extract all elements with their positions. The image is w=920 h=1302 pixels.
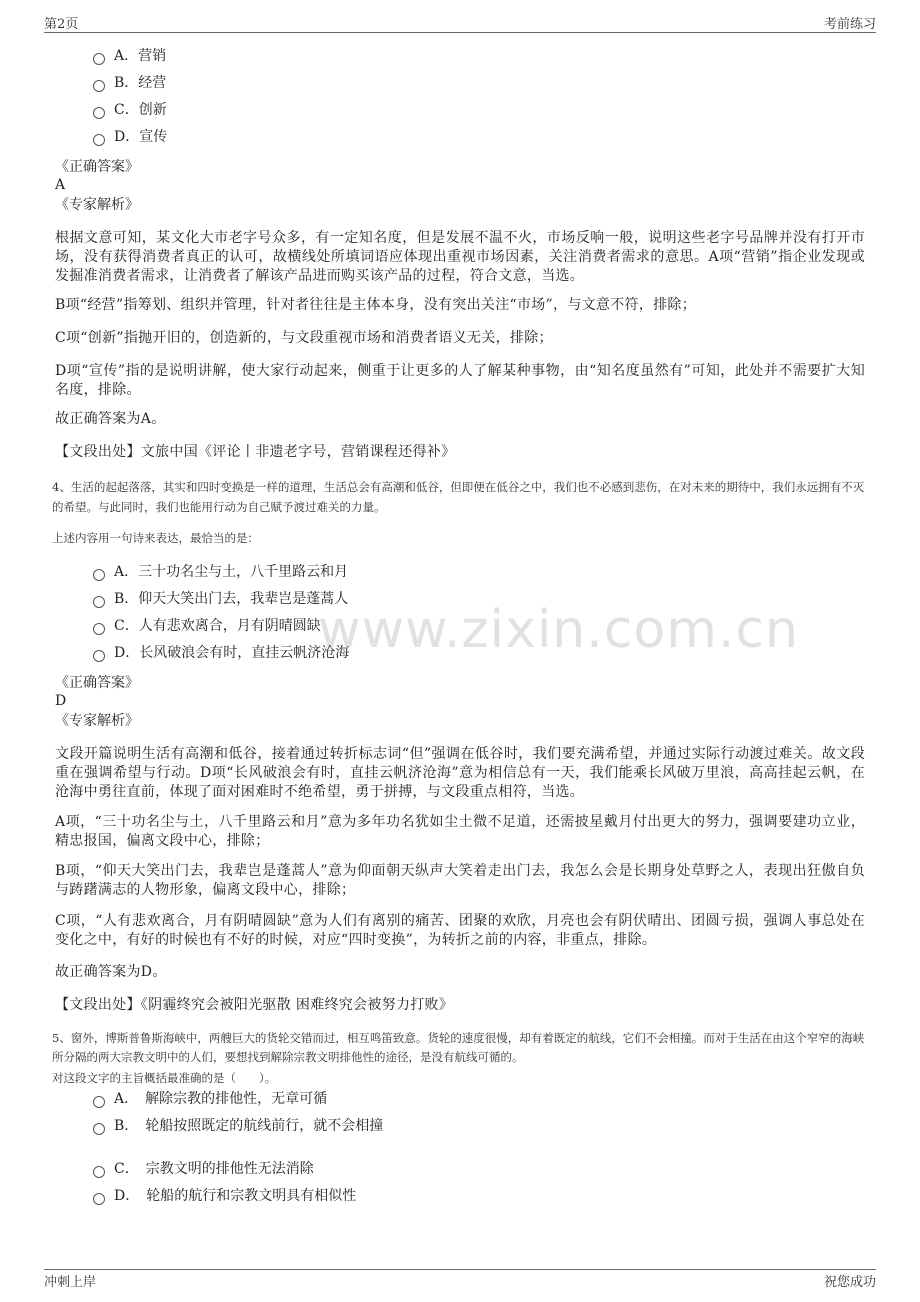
q3-option-a-label: A．营销	[114, 48, 167, 64]
q3-option-c[interactable]	[93, 101, 167, 119]
q5-option-a[interactable]	[93, 1090, 327, 1108]
q3-analysis-paragraph: B项“经营”指筹划、组织并管理，针对者往往是主体本身，没有突出关注“市场”，与文意不符，排除；	[55, 297, 697, 313]
q3-answer-label: 《正确答案》	[55, 159, 139, 175]
q5-question: 对这段文字的主旨概括最准确的是（ ）。	[52, 1071, 277, 1085]
page-footer	[44, 1271, 876, 1290]
header-title: 考前练习	[823, 17, 876, 32]
header-divider	[44, 32, 876, 33]
q4-option-b-label: B．仰天大笑出门去，我辈岂是蓬蒿人	[114, 591, 349, 607]
page-header	[44, 13, 876, 32]
q4-answer: D	[55, 693, 67, 709]
q5-option-d[interactable]	[93, 1187, 356, 1205]
radio-icon[interactable]	[93, 107, 105, 119]
q4-question: 上述内容用一句诗来表达，最恰当的是：	[52, 531, 259, 545]
q4-option-a[interactable]	[93, 563, 348, 581]
q3-option-d[interactable]	[93, 128, 167, 146]
q3-option-b[interactable]	[93, 74, 166, 92]
radio-icon[interactable]	[93, 53, 105, 65]
q3-source: 【文段出处】文旅中国《评论丨非遗老字号，营销课程还得补》	[55, 444, 456, 460]
q4-conclusion: 故正确答案为D。	[55, 964, 167, 980]
footer-left-text: 冲刺上岸	[44, 1275, 97, 1290]
radio-icon[interactable]	[93, 569, 105, 581]
q5-stem: 5、窗外，博斯普鲁斯海峡中，两艘巨大的货轮交错而过，相互鸣笛致意。货轮的速度很慢，却有着既定的航线，它们不会相撞。而对于生活在由这个窄窄的海峡所分隔的两大宗教文明中的人们，要想找到解除宗教文明排他性的途径，是没有航线可循的。	[52, 1031, 865, 1064]
q4-option-c-label: C．人有悲欢离合，月有阴晴圆缺	[114, 618, 321, 634]
page-number: 第2页	[44, 17, 79, 32]
q5-option-c-label: C． 宗教文明的排他性无法消除	[114, 1161, 314, 1177]
radio-icon[interactable]	[93, 1166, 105, 1178]
q5-option-d-label: D． 轮船的航行和宗教文明具有相似性	[114, 1188, 357, 1204]
q4-source: 【文段出处】《阴霾终究会被阳光驱散 困难终究会被努力打败》	[55, 997, 454, 1013]
q3-conclusion: 故正确答案为A。	[55, 411, 166, 427]
q5-option-c[interactable]	[93, 1160, 314, 1178]
q5-option-b-label: B． 轮船按照既定的航线前行，就不会相撞	[114, 1118, 384, 1134]
q5-option-b[interactable]	[93, 1117, 383, 1135]
q4-option-d-label: D．长风破浪会有时，直挂云帆济沧海	[114, 645, 350, 661]
watermark: www.zixin.com.cn	[318, 600, 799, 660]
q4-option-b[interactable]	[93, 590, 348, 608]
q5-option-a-label: A． 解除宗教的排他性，无章可循	[114, 1091, 328, 1107]
footer-right-text: 祝您成功	[823, 1275, 876, 1290]
q4-option-d[interactable]	[93, 644, 349, 662]
q3-analysis-label: 《专家解析》	[55, 197, 139, 213]
q4-analysis-paragraph: 文段开篇说明生活有高潮和低谷，接着通过转折标志词“但”强调在低谷时，我们要充满希望，并通过实际行动渡过难关。故文段重在强调希望与行动。D项“长风破浪会有时，直挂云帆济沧海”意为相信总有一天，我们能乘长风破万里浪，高高挂起云帆，在沧海中勇往直前，体现了面对困难时不绝希望，勇于拼搏，与文段重点相符，当选。	[55, 746, 865, 800]
q3-option-d-label: D．宣传	[114, 129, 168, 145]
radio-icon[interactable]	[93, 1123, 105, 1135]
q4-answer-label: 《正确答案》	[55, 675, 139, 691]
q4-option-a-label: A．三十功名尘与土，八千里路云和月	[114, 564, 349, 580]
radio-icon[interactable]	[93, 1193, 105, 1205]
q3-analysis-paragraph: C项“创新”指抛开旧的，创造新的，与文段重视市场和消费者语义无关，排除；	[55, 330, 553, 346]
q4-analysis-label: 《专家解析》	[55, 713, 139, 729]
q4-stem: 4、生活的起起落落，其实和四时变换是一样的道理，生活总会有高潮和低谷，但即便在低谷之中，我们也不必感到悲伤，在对未来的期待中，我们永远拥有不灭的希望。与此同时，我们也能用行动为自己赋予渡过难关的力量。	[52, 480, 865, 514]
radio-icon[interactable]	[93, 80, 105, 92]
q3-option-a[interactable]	[93, 47, 166, 65]
radio-icon[interactable]	[93, 650, 105, 662]
radio-icon[interactable]	[93, 134, 105, 146]
q4-option-c[interactable]	[93, 617, 321, 635]
radio-icon[interactable]	[93, 623, 105, 635]
q3-answer: A	[55, 177, 66, 193]
footer-divider	[44, 1269, 876, 1270]
q3-analysis-paragraph: D项“宣传”指的是说明讲解，使大家行动起来，侧重于让更多的人了解某种事物，由“知名度虽然有”可知，此处并不需要扩大知名度，排除。	[55, 363, 865, 398]
radio-icon[interactable]	[93, 596, 105, 608]
q3-option-c-label: C．创新	[114, 102, 167, 118]
q4-analysis-paragraph: B项，“仰天大笑出门去，我辈岂是蓬蒿人”意为仰面朝天纵声大笑着走出门去，我怎么会是长期身处草野之人，表现出狂傲自负与踌躇满志的人物形象，偏离文段中心，排除；	[55, 863, 865, 898]
q4-analysis-paragraph: C项，“人有悲欢离合，月有阴晴圆缺”意为人们有离别的痛苦、团聚的欢欣，月亮也会有阴伏晴出、团圆亏损，强调人事总处在变化之中，有好的时候也有不好的时候，对应“四时变换”，为转折之前的内容，非重点，排除。	[55, 913, 865, 948]
q3-option-b-label: B．经营	[114, 75, 167, 91]
q3-analysis-paragraph: 根据文意可知，某文化大市老字号众多，有一定知名度，但是发展不温不火，市场反响一般，说明这些老字号品牌并没有打开市场，没有获得消费者真正的认可，故横线处所填词语应体现出重视市场因素，关注消费者需求的意思。A项“营销”指企业发现或发掘准消费者需求，让消费者了解该产品进而购买该产品的过程，符合文意，当选。	[55, 230, 865, 284]
q4-analysis-paragraph: A项，“三十功名尘与土，八千里路云和月”意为多年功名犹如尘土微不足道，还需披星戴月付出更大的努力，强调要建功立业，精忠报国，偏离文段中心，排除；	[55, 814, 865, 849]
radio-icon[interactable]	[93, 1096, 105, 1108]
